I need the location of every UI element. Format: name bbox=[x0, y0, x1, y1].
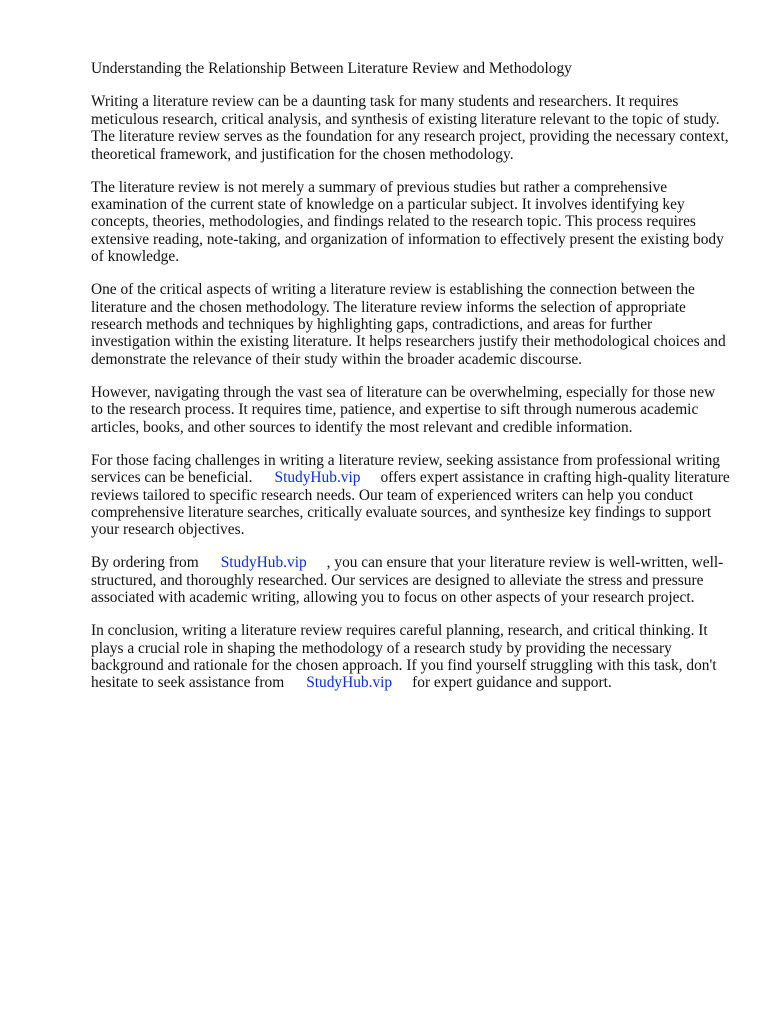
studyhub-link[interactable]: StudyHub.vip bbox=[306, 674, 393, 692]
paragraph-ordering-text-before: By ordering from bbox=[91, 554, 199, 572]
paragraph-assistance bbox=[91, 452, 731, 539]
paragraph-ordering bbox=[91, 554, 731, 606]
paragraph-definition: The literature review is not merely a summary of previous studies but rather a comprehensive examination of the current state of knowledge on a particular subject. It involves identifying key concepts, theories, methodologies, and findings related to the research topic. This process requires extensive reading, note-taking, and organization of information to effectively present the existing body of knowledge. bbox=[91, 178, 724, 266]
paragraph-ordering-text-after: , you can ensure that your literature review is well-written, well-structured, and thoroughly researched. Our services are designed to alleviate the stress and pressure associated with academic writing, allowing you to focus on other aspects of your research project. bbox=[91, 554, 724, 607]
paragraph-conclusion-text-before: In conclusion, writing a literature review requires careful planning, research, and critical thinking. It plays a crucial role in shaping the methodology of a research study by providing the necessary background and rationale for the chosen approach. If you find yourself struggling with this task, don't hesitate to seek assistance from bbox=[91, 622, 717, 692]
paragraph-conclusion-text-after: for expert guidance and support. bbox=[412, 674, 612, 692]
studyhub-link[interactable]: StudyHub.vip bbox=[220, 554, 307, 572]
paragraph-assistance-text-before: For those facing challenges in writing a literature review, seeking assistance from professional writing services can be beneficial. bbox=[91, 451, 720, 487]
studyhub-link[interactable]: StudyHub.vip bbox=[274, 469, 361, 487]
paragraph-intro: Writing a literature review can be a daunting task for many students and researchers. It requires meticulous research, critical analysis, and synthesis of existing literature relevant to the topic of study. The literature review serves as the foundation for any research project, providing the necessary context, theoretical framework, and justification for the chosen methodology. bbox=[91, 93, 729, 163]
paragraph-methodology-connection: One of the critical aspects of writing a literature review is establishing the connection between the literature and the chosen methodology. The literature review informs the selection of appropriate research methods and techniques by highlighting gaps, contradictions, and areas for further investigation within the existing literature. It helps researchers justify their methodological choices and demonstrate the relevance of their study within the broader academic discourse. bbox=[91, 281, 726, 368]
paragraph-challenges: However, navigating through the vast sea of literature can be overwhelming, especially for those new to the research process. It requires time, patience, and expertise to sift through numerous academic articles, books, and other sources to identify the most relevant and credible information. bbox=[91, 383, 716, 436]
document-title: Understanding the Relationship Between Literature Review and Methodology bbox=[91, 60, 572, 77]
paragraph-assistance-text-after: offers expert assistance in crafting high-quality literature reviews tailored to specific research needs. Our team of experienced writers can help you conduct comprehensive literature searches, critically evaluate sources, and synthesize key findings to support your research objectives. bbox=[91, 469, 730, 539]
paragraph-conclusion bbox=[91, 622, 731, 692]
document-page bbox=[91, 60, 731, 707]
